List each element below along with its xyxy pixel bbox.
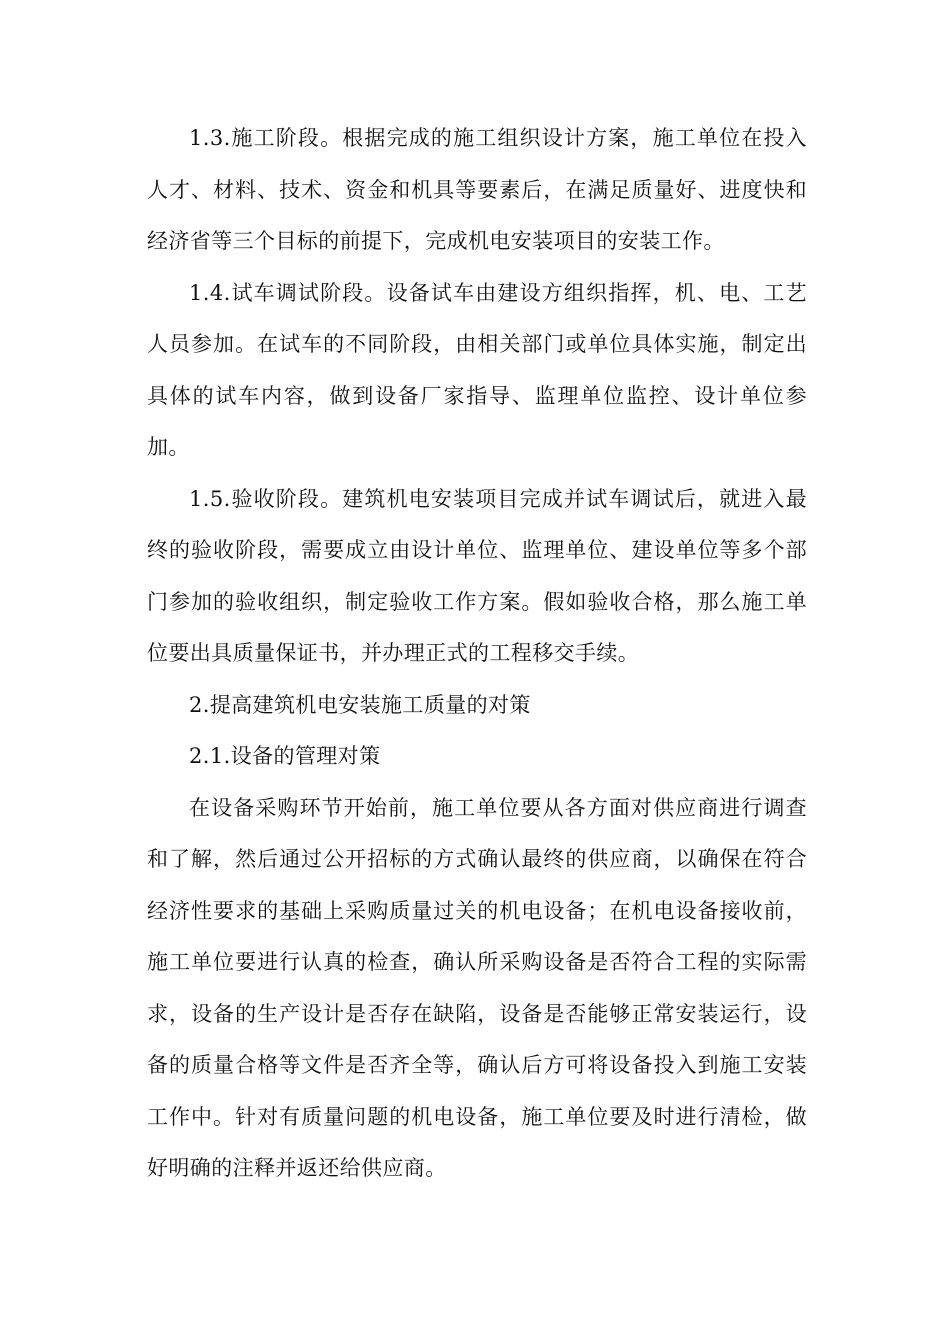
paragraph-equipment-management: 在设备采购环节开始前，施工单位要从各方面对供应商进行调查和了解，然后通过公开招标的方式确认最终的供应商，以确保在符合经济性要求的基础上采购质量过关的机电设备；在机电设备接收前，施工单位要进行认真的检查，确认所采购设备是否符合工程的实际需求，设备的生产设计是否存在缺陷，设备是否能够正常安装运行，设备的质量合格等文件是否齐全等，确认后方可将设备投入到施工安装工作中。针对有质量问题的机电设备，施工单位要及时进行清检，做好明确的注释并返还给供应商。	[147, 795, 807, 1180]
subsection-heading-2-1: 2.1.设备的管理对策	[189, 744, 381, 768]
document-body	[147, 113, 807, 1195]
paragraph-1-3-construction-stage: 1.3.施工阶段。根据完成的施工组织设计方案，施工单位在投入人才、材料、技术、资金和机具等要素后，在满足质量好、进度快和经济省等三个目标的前提下，完成机电安装项目的安装工作。	[147, 126, 807, 253]
paragraph-1-5-acceptance-stage: 1.5.验收阶段。建筑机电安装项目完成并试车调试后，就进入最终的验收阶段，需要成立由设计单位、监理单位、建设单位等多个部门参加的验收组织，制定验收工作方案。假如验收合格，那么施工单位要出具质量保证书，并办理正式的工程移交手续。	[147, 486, 807, 665]
section-heading-2: 2.提高建筑机电安装施工质量的对策	[189, 692, 531, 717]
paragraph-1-4-commissioning-stage: 1.4.试车调试阶段。设备试车由建设方组织指挥，机、电、工艺人员参加。在试车的不同阶段，由相关部门或单位具体实施，制定出具体的试车内容，做到设备厂家指导、监理单位监控、设计单位参加。	[147, 280, 807, 459]
